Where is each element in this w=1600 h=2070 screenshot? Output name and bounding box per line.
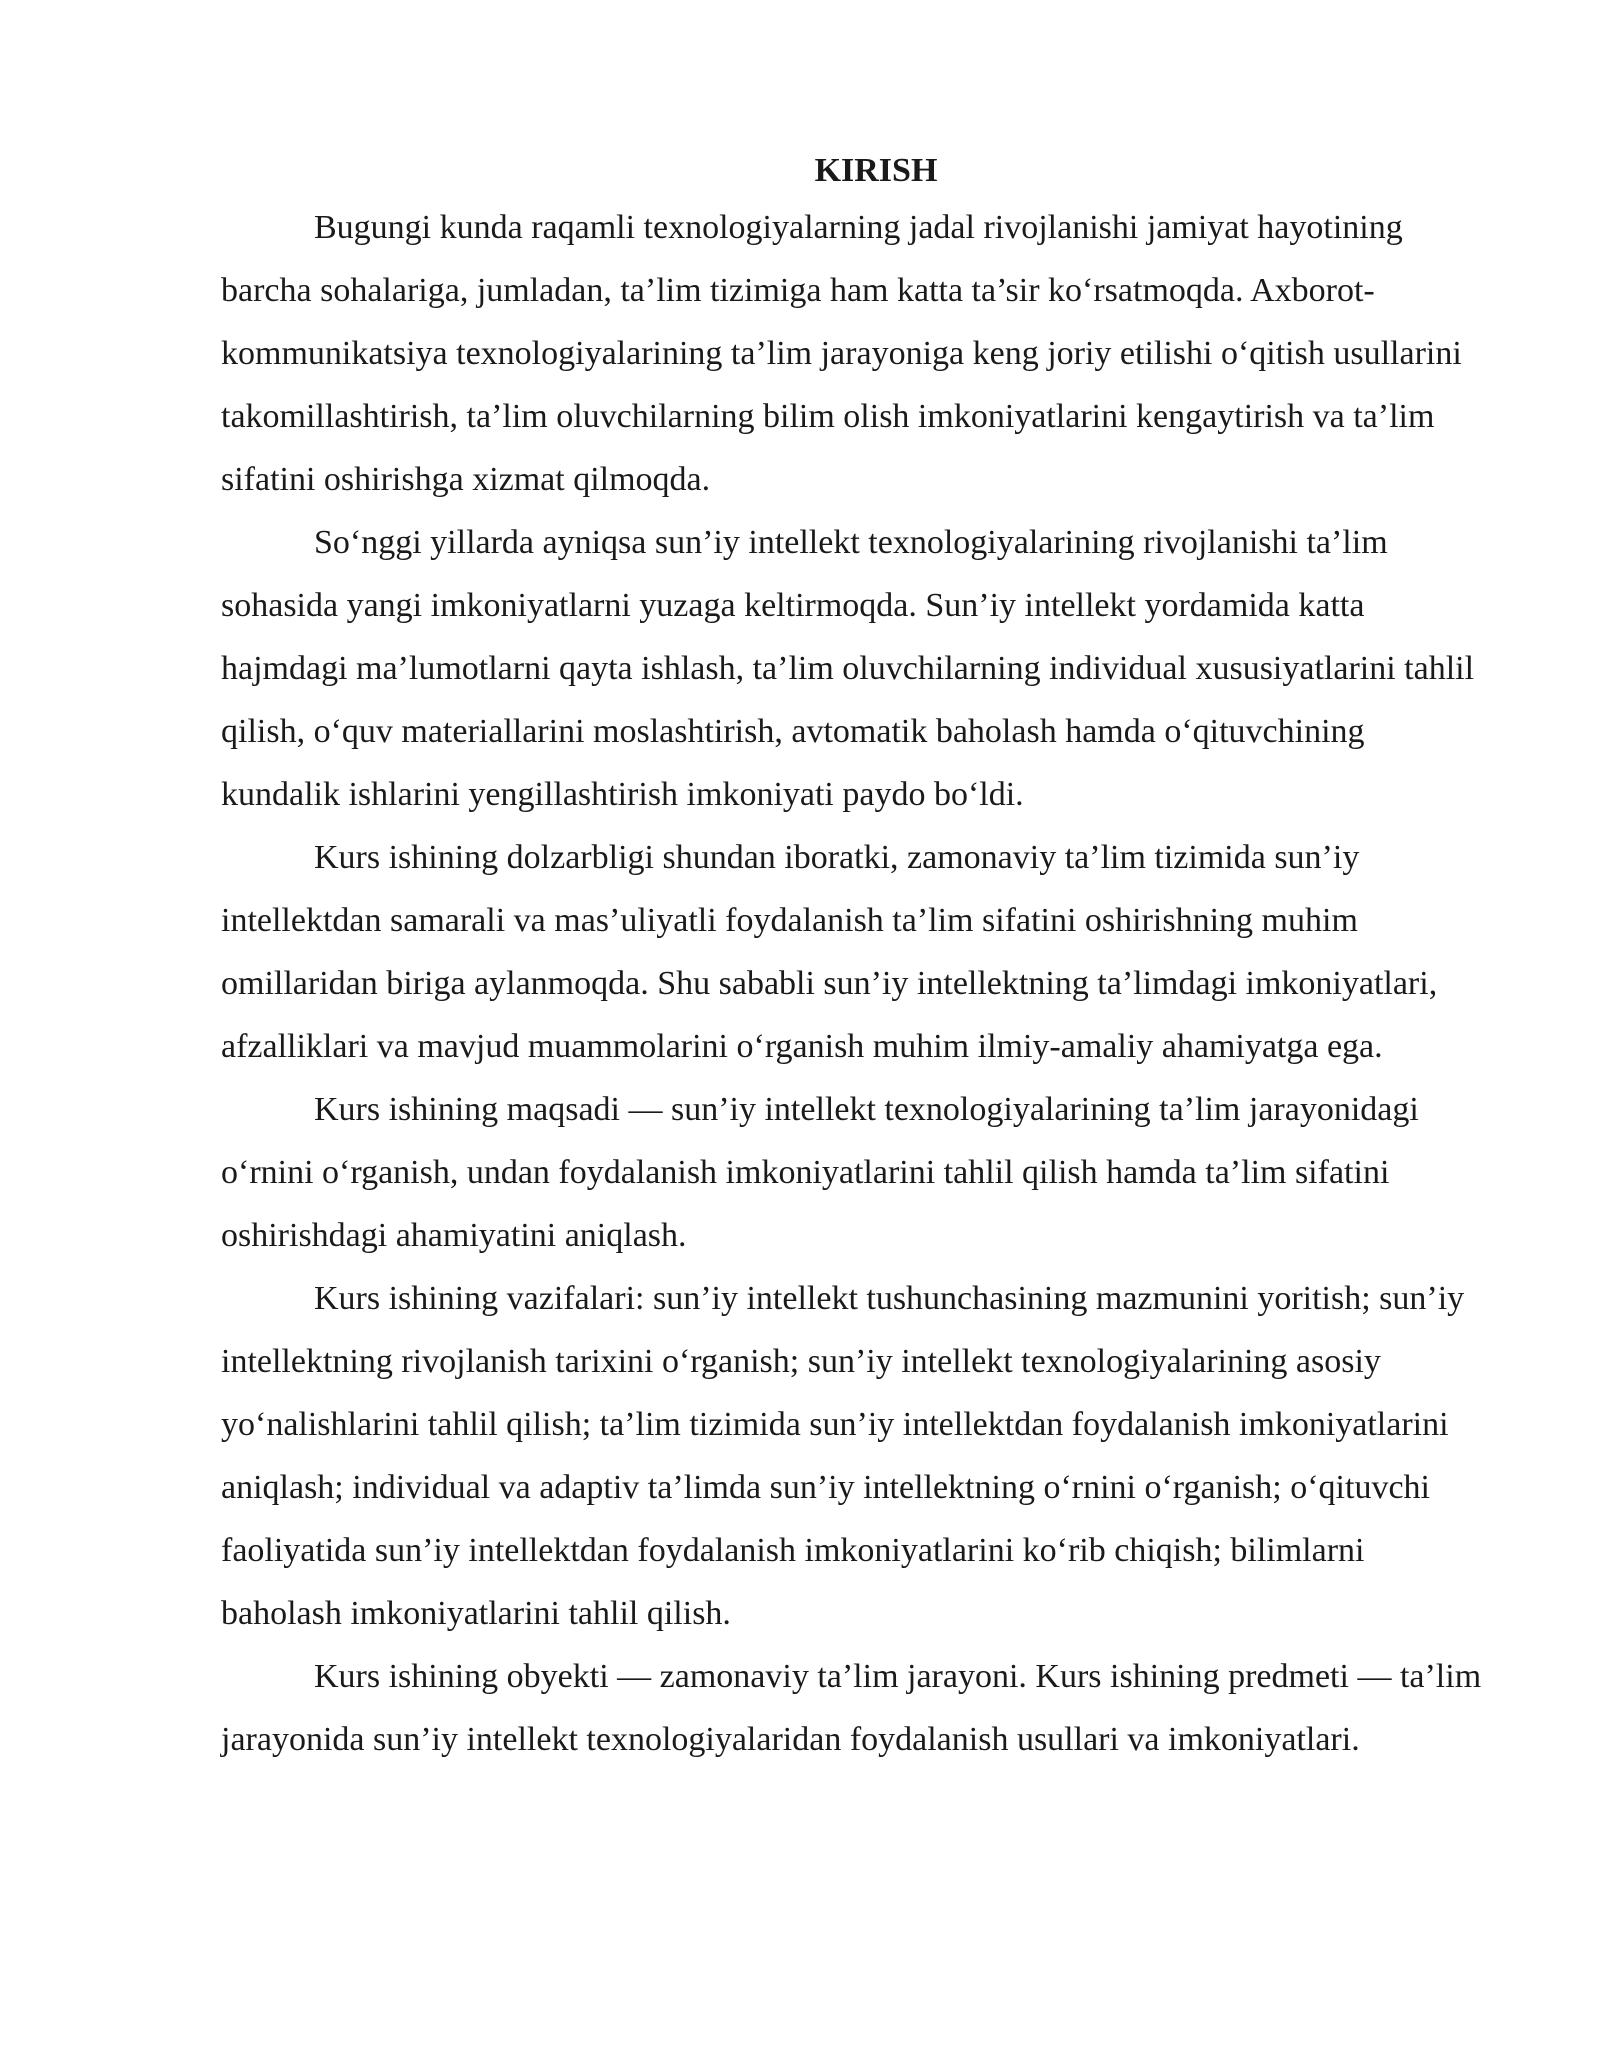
document-body bbox=[221, 148, 1483, 1771]
page-title: KIRISH bbox=[814, 152, 938, 189]
paragraph-introduction: Bugungi kunda raqamli texnologiyalarning jadal rivojlanishi jamiyat hayotining barcha sohalariga, jumladan, ta’lim tizimiga ham katta ta’sir ko‘rsatmoqda. Axborot-kommunikatsiya texnologiyalarining ta’lim jarayoniga keng joriy etilishi o‘qitish usullarini takomillashtirish, ta’lim oluvchilarning bilim olish imkoniyatlarini kengaytirish va ta’lim sifatini oshirishga xizmat qilmoqda. bbox=[221, 209, 1462, 498]
paragraph-relevance: Kurs ishining dolzarbligi shundan iboratki, zamonaviy ta’lim tizimida sun’iy intellektdan samarali va mas’uliyatli foydalanish ta’lim sifatini oshirishning muhim omillaridan biriga aylanmoqda. Shu sababli sun’iy intellektning ta’limdagi imkoniyatlari, afzalliklari va mavjud muammolarini o‘rganish muhim ilmiy-amaliy ahamiyatga ega. bbox=[221, 839, 1438, 1065]
paragraph-tasks: Kurs ishining vazifalari: sun’iy intellekt tushunchasining mazmunini yoritish; sun’iy intellektning rivojlanish tarixini o‘rganish; sun’iy intellekt texnologiyalarining asosiy yo‘nalishlarini tahlil qilish; ta’lim tizimida sun’iy intellektdan foydalanish imkoniyatlarini aniqlash; individual va adaptiv ta’limda sun’iy intellektning o‘rnini o‘rganish; o‘qituvchi faoliyatida sun’iy intellektdan foydalanish imkoniyatlarini ko‘rib chiqish; bilimlarni baholash imkoniyatlarini tahlil qilish. bbox=[221, 1280, 1465, 1632]
paragraph-ai-opportunities: So‘nggi yillarda ayniqsa sun’iy intellekt texnologiyalarining rivojlanishi ta’lim sohasida yangi imkoniyatlarni yuzaga keltirmoqda. Sun’iy intellekt yordamida katta hajmdagi ma’lumotlarni qayta ishlash, ta’lim oluvchilarning individual xususiyatlarini tahlil qilish, o‘quv materiallarini moslashtirish, avtomatik baholash hamda o‘qituvchining kundalik ishlarini yengillashtirish imkoniyati paydo bo‘ldi. bbox=[221, 524, 1475, 813]
paragraph-goal: Kurs ishining maqsadi — sun’iy intellekt texnologiyalarining ta’lim jarayonidagi o‘rnini o‘rganish, undan foydalanish imkoniyatlarini tahlil qilish hamda ta’lim sifatini oshirishdagi ahamiyatini aniqlash. bbox=[221, 1091, 1419, 1254]
paragraph-object-subject: Kurs ishining obyekti — zamonaviy ta’lim jarayoni. Kurs ishining predmeti — ta’lim jarayonida sun’iy intellekt texnologiyalaridan foydalanish usullari va imkoniyatlari. bbox=[221, 1658, 1482, 1758]
